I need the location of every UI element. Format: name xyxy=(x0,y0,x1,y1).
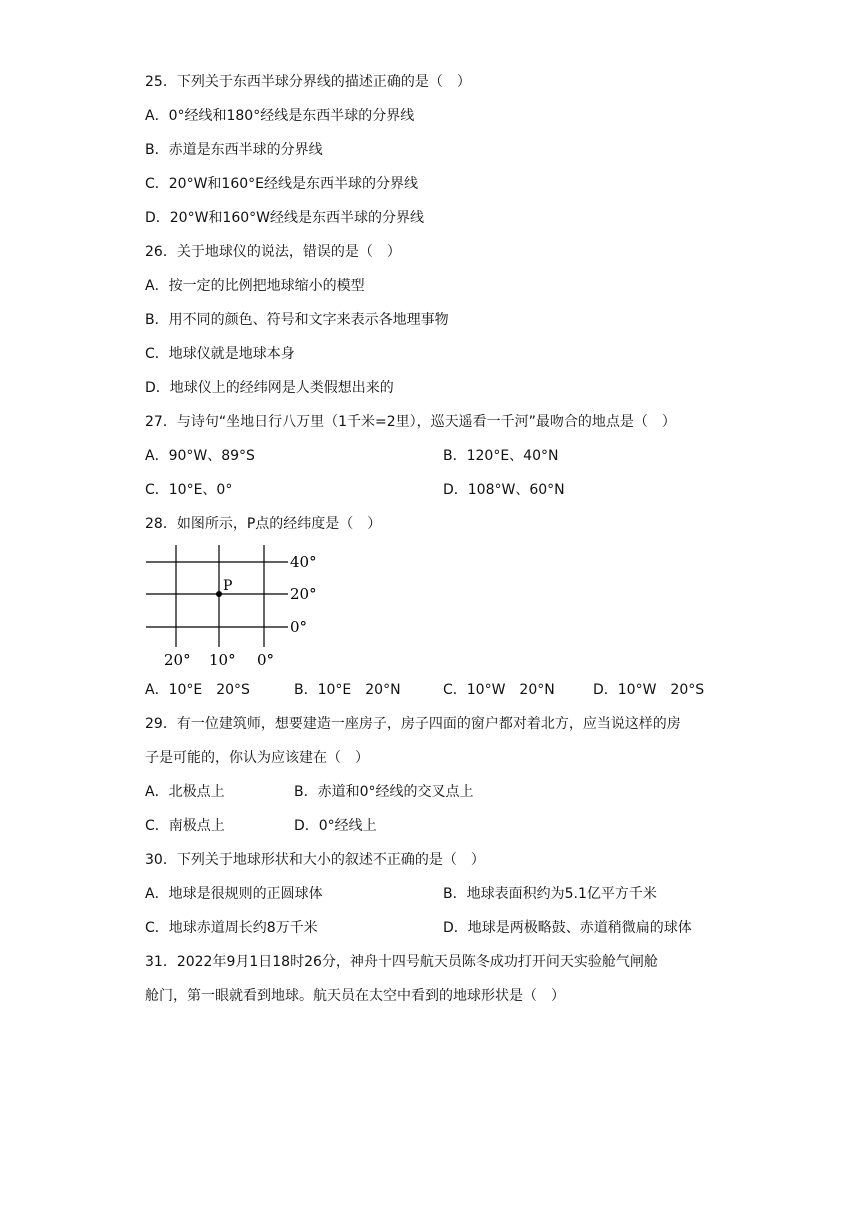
lon-label-10: 10° xyxy=(209,651,236,669)
q26-stem: 26．关于地球仪的说法，错误的是（ ） xyxy=(145,244,401,260)
q29-option-b: B．赤道和0°经线的交叉点上 xyxy=(294,784,474,800)
point-p-label: P xyxy=(223,578,233,594)
q29-option-c: C．南极点上 xyxy=(145,818,225,834)
q28-option-d: D．10°W 20°S xyxy=(593,682,705,698)
q29-option-a: A．北极点上 xyxy=(145,784,225,800)
point-p-marker xyxy=(216,591,222,597)
q25-option-a: A．0°经线和180°经线是东西半球的分界线 xyxy=(145,108,415,124)
q26-option-a: A．按一定的比例把地球缩小的模型 xyxy=(145,278,365,294)
lon-label-20: 20° xyxy=(164,651,191,669)
q30-option-b: B．地球表面积约为5.1亿平方千米 xyxy=(443,886,657,902)
q25-option-d: D．20°W和160°W经线是东西半球的分界线 xyxy=(145,210,425,226)
q27-option-b: B．120°E、40°N xyxy=(443,448,559,464)
q25-option-c: C．20°W和160°E经线是东西半球的分界线 xyxy=(145,176,418,192)
q27-option-d: D．108°W、60°N xyxy=(443,482,565,498)
q25-option-b: B．赤道是东西半球的分界线 xyxy=(145,142,323,158)
q31-stem-line1: 31．2022年9月1日18时26分，神舟十四号航天员陈冬成功打开问天实验舱气闸舱 xyxy=(145,954,658,970)
lon-label-0: 0° xyxy=(257,651,275,669)
q30-option-c: C．地球赤道周长约8万千米 xyxy=(145,920,318,936)
q28-option-b: B．10°E 20°N xyxy=(294,682,401,698)
lat-lon-grid-figure xyxy=(140,543,340,673)
q26-option-c: C．地球仪就是地球本身 xyxy=(145,346,295,362)
q28-option-a: A．10°E 20°S xyxy=(145,682,250,698)
q30-option-a: A．地球是很规则的正圆球体 xyxy=(145,886,323,902)
q30-stem: 30．下列关于地球形状和大小的叙述不正确的是（ ） xyxy=(145,852,485,868)
lat-label-0: 0° xyxy=(290,618,308,636)
lat-label-40: 40° xyxy=(290,553,317,571)
q27-stem: 27．与诗句“坐地日行八万里（1千米=2里），巡天遥看一千河”最吻合的地点是（ ） xyxy=(145,414,676,430)
lat-label-20: 20° xyxy=(290,585,317,603)
q26-option-b: B．用不同的颜色、符号和文字来表示各地理事物 xyxy=(145,312,449,328)
q28-option-c: C．10°W 20°N xyxy=(443,682,555,698)
q26-option-d: D．地球仪上的经纬网是人类假想出来的 xyxy=(145,380,394,396)
q31-stem-line2: 舱门，第一眼就看到地球。航天员在太空中看到的地球形状是（ ） xyxy=(145,988,565,1004)
q30-option-d: D．地球是两极略鼓、赤道稍微扁的球体 xyxy=(443,920,692,936)
q29-stem-line1: 29．有一位建筑师，想要建造一座房子，房子四面的窗户都对着北方，应当说这样的房 xyxy=(145,716,681,732)
q29-stem-line2: 子是可能的，你认为应该建在（ ） xyxy=(145,750,369,766)
q29-option-d: D．0°经线上 xyxy=(294,818,377,834)
q27-option-c: C．10°E、0° xyxy=(145,482,233,498)
q28-stem: 28．如图所示，P点的经纬度是（ ） xyxy=(145,516,382,532)
q25-stem: 25．下列关于东西半球分界线的描述正确的是（ ） xyxy=(145,74,471,90)
q27-option-a: A．90°W、89°S xyxy=(145,448,255,464)
